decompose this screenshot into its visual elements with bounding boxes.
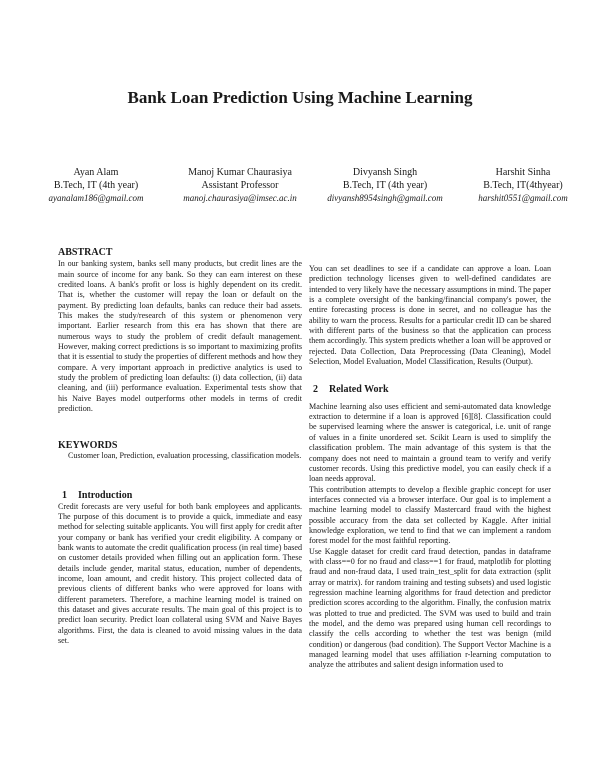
author-name: Ayan Alam — [73, 167, 119, 178]
abstract-heading: ABSTRACT — [58, 247, 113, 258]
right-column — [309, 264, 551, 671]
left-column — [58, 248, 302, 646]
author-role: B.Tech, IT (4th year) — [342, 180, 428, 191]
author-name: Manoj Kumar Chaurasiya — [188, 167, 292, 178]
related-work-heading — [309, 385, 551, 395]
paper-title: Bank Loan Prediction Using Machine Learning — [127, 88, 473, 107]
section-number: 1 — [62, 490, 67, 502]
related-para-3: Use Kaggle dataset for credit card fraud detection, pandas in dataframe with class==0 for no fraud and class==1 for fraud, matplotlib for plotting fraud and non-fraud data, I used train_test_split for data extraction (split array or matrix). for random training and testing subsets) and used logistic regression machine learning algorithms for fraud detection and predictor prediction scores according to the algorithm. Finally, the confusion matrix was plotted to true and predicted. The SVM was used to build and train the model, and the demo was prepared using human cell recordings to classify the cells according to whether the test was benign (mild condition) or dangerous (bad condition). The Support Vector Machine is a managed learning model that uses affiliation r-learning computation to analyze the attributes and salient design information used to — [309, 546, 551, 670]
abstract-text: In our banking system, banks sell many products, but credit lines are the main source of income for any bank. So they can earn interest on these credited loans. A bank's profit or loss is highly dependent on its credit. That is, whether the customer will repay the loan or default on the payment. By predicting loan defaults, banks can reduce their bad assets. This makes the study/research of this system or phenomenon very important. Earlier research from this era has shown that there are numerous ways to study the problem of credit default management. However, making correct predictions is so important to maximizing profits that it is essential to study the properties of different methods and how they compare. A very important approach in predictive analytics is used to study the problem of predicting loan defaults: (i) data collection, (ii) data cleaning, and (iii) performance evaluation. Experimental tests show that his Naive Bayes model outperforms other models in terms of credit prediction. — [58, 259, 302, 414]
author-email[interactable]: manoj.chaurasiya@imsec.ac.in — [183, 193, 297, 203]
author-role: B.Tech, IT(4thyear) — [483, 180, 563, 191]
author-card — [458, 166, 588, 205]
section-number: 2 — [313, 384, 318, 396]
author-role: Assistant Professor — [201, 180, 279, 191]
author-name: Harshit Sinha — [495, 167, 551, 178]
section-title: Related Work — [329, 384, 389, 396]
author-role: B.Tech, IT (4th year) — [53, 180, 139, 191]
author-name: Divyansh Singh — [352, 167, 418, 178]
intro-text: Credit forecasts are very useful for both bank employees and applicants. The purpose of this document is to provide a quick, immediate and easy method for selecting suitable applicants. You will first apply for credit after your company or bank has verified your credit eligibility. A company or bank wants to automate the credit qualification process (in real time) based on customer details provided when filling out an application form. These details include gender, marital status, education, number of dependents, income, loan amount, and credit history. This project collected data of previous clients of different banks who were approved for loans with different parameters. Therefore, a machine learning model is trained on this dataset and gives accurate results. The main goal of this project is to predict loan security. Predict loan collateral using SVM and Naive Bayes algorithms. First, the data is cleaned to avoid missing values in the data set. — [58, 501, 302, 645]
author-email[interactable]: harshit0551@gmail.com — [478, 193, 568, 203]
keywords-heading: KEYWORDS — [58, 439, 118, 451]
intro-continued-text: You can set deadlines to see if a candidate can approve a loan. Loan prediction technology licenses given to well-defined candidates are intended to very likely have the necessary assumptions in mind. The paper is a complete oversight of the banking/financial company's power, the entire forecasting process is done in secret, and no colleague has the ability to warn the process. Results for a particular credit ID can be shared with different parts of the business so that the application can process them accordingly. This system predicts whether a loan will be approved or rejected. Data Collection, Data Preprocessing (Data Cleaning), Model Selection, Model Evaluation, Model Classification, Results (Output). — [309, 264, 551, 367]
intro-heading — [58, 491, 302, 501]
author-email[interactable]: divyansh8954singh@gmail.com — [327, 193, 443, 203]
author-card — [160, 166, 320, 205]
author-block — [0, 166, 600, 216]
related-para-1: Machine learning also uses efficient and semi-automated data knowledge extraction to determine if a loan is approved [6][8]. Classification could be supervised learning where the answer is categorical, i.e. unit of range of values in a finite unordered set. Scikit Learn is used to simplify the classification problem. The main advantage of this system is that the company does not need to maintain a ground team to verify and verify customer records. Using this predictive model, you can easily check if a loan needs approval. — [309, 401, 551, 484]
keywords-text: Customer loan, Prediction, evaluation processing, classification models. — [68, 450, 302, 460]
related-para-2: This contribution attempts to develop a flexible graphic concept for user interfaces connected via a browser interface. Our goal is to implement a machine learning model to classify Mastercard fraud with the highest possible accuracy from the data set collected by Kaggle. After initial knowledge exploration, we tend to find that we can implement a random forest model for the most faithful reporting. — [309, 484, 551, 546]
author-email[interactable]: ayanalam186@gmail.com — [48, 193, 144, 203]
section-title: Introduction — [78, 490, 133, 502]
author-card — [28, 166, 164, 205]
author-card — [315, 166, 455, 205]
